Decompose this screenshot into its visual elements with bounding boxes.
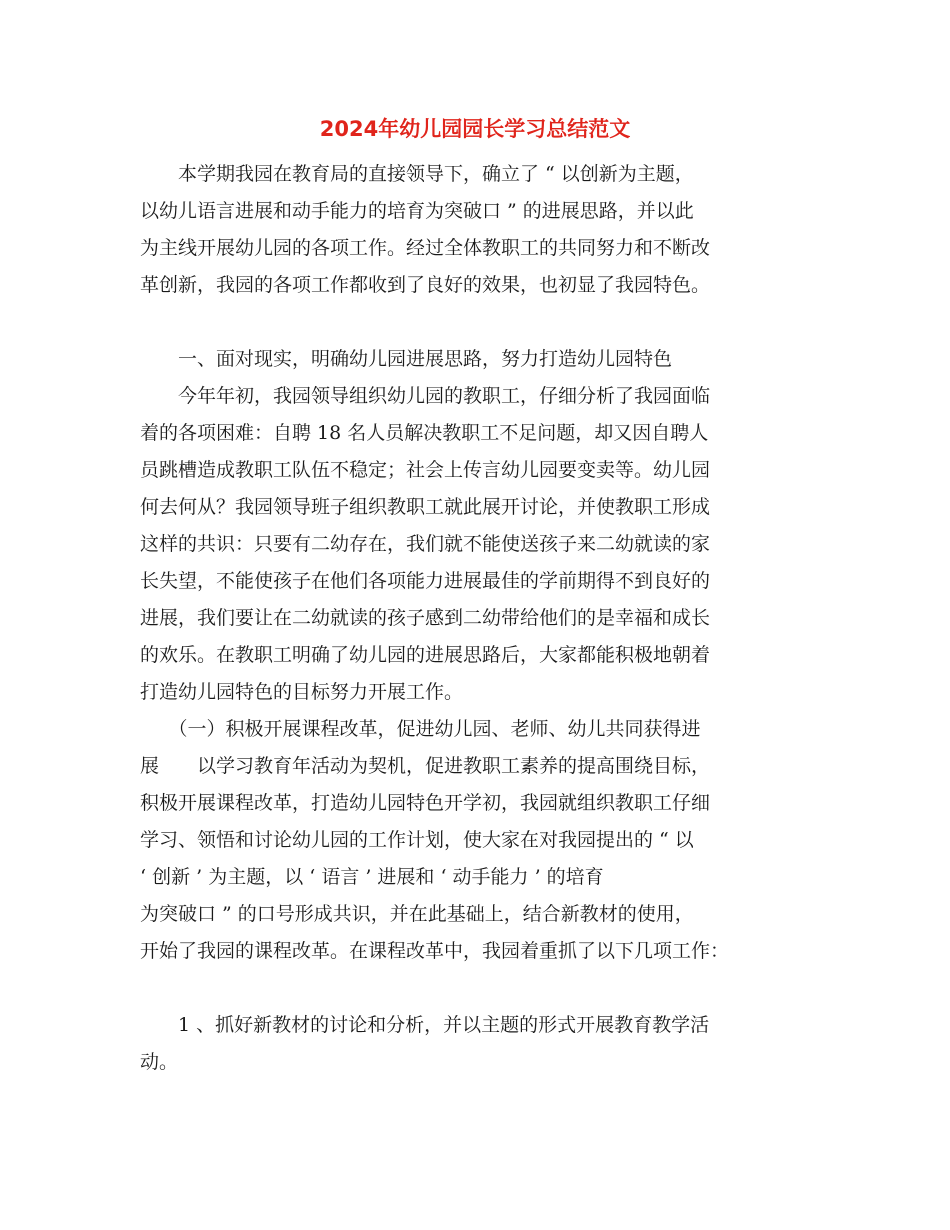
text-line: 长失望，不能使孩子在他们各项能力进展最佳的学前期得不到良好的: [140, 570, 711, 592]
text-line: 这样的共识：只要有二幼存在，我们就不能使送孩子来二幼就读的家: [140, 533, 711, 555]
text-line: 积极开展课程改革，打造幼儿园特色开学初，我园就组织教职工仔细: [140, 792, 711, 814]
text-line: ‘ 创新 ’ 为主题，以 ‘ 语言 ’ 进展和 ‘ 动手能力 ’ 的培育: [140, 866, 604, 888]
paragraph-spacer: [140, 304, 812, 341]
item1-paragraph: [140, 1007, 812, 1081]
text-line: 打造幼儿园特色的目标努力开展工作。: [140, 681, 464, 703]
paragraph-spacer: [140, 970, 812, 1007]
text-line: 为突破口 ” 的口号形成共识，并在此基础上，结合新教材的使用，: [140, 903, 694, 925]
text-line: 今年年初，我园领导组织幼儿园的教职工，仔细分析了我园面临: [140, 385, 711, 407]
text-line: 动。: [140, 1051, 179, 1073]
subsection1-paragraph: [140, 711, 812, 970]
text-line: 进展，我们要让在二幼就读的孩子感到二幼带给他们的是幸福和成长: [140, 607, 711, 629]
text-line: 革创新，我园的各项工作都收到了良好的效果，也初显了我园特色。: [140, 274, 711, 296]
text-line: 本学期我园在教育局的直接领导下，确立了 “ 以创新为主题，: [140, 163, 694, 185]
document-body: [140, 156, 812, 1081]
text-line: （一）积极开展课程改革，促进幼儿园、老师、幼儿共同获得进: [140, 718, 701, 740]
text-line: 员跳槽造成教职工队伍不稳定；社会上传言幼儿园要变卖等。幼儿园: [140, 459, 711, 481]
section1-paragraph: [140, 378, 812, 711]
text-line: 的欢乐。在教职工明确了幼儿园的进展思路后，大家都能积极地朝着: [140, 644, 711, 666]
text-line: 学习、领悟和讨论幼儿园的工作计划，使大家在对我园提出的 “ 以: [140, 829, 694, 851]
document-title: 2024年幼儿园园长学习总结范文: [319, 117, 631, 141]
text-line: 开始了我园的课程改革。在课程改革中，我园着重抓了以下几项工作：: [140, 940, 730, 962]
text-line: 何去何从？我园领导班子组织教职工就此展开讨论，并使教职工形成: [140, 496, 711, 518]
text-line: 1 、抓好新教材的讨论和分析，并以主题的形式开展教育教学活: [140, 1014, 710, 1036]
intro-paragraph: [140, 156, 812, 304]
text-line: 着的各项困难：自聘 18 名人员解决教职工不足问题，却又因自聘人: [140, 422, 709, 444]
text-line: 为主线开展幼儿园的各项工作。经过全体教职工的共同努力和不断改: [140, 237, 711, 259]
text-line: 以幼儿语言进展和动手能力的培育为突破口 ” 的进展思路，并以此: [140, 200, 694, 222]
section-heading: 一、面对现实，明确幼儿园进展思路，努力打造幼儿园特色: [140, 348, 673, 370]
text-line: 展 以学习教育年活动为契机，促进教职工素养的提高围绕目标，: [140, 755, 711, 777]
